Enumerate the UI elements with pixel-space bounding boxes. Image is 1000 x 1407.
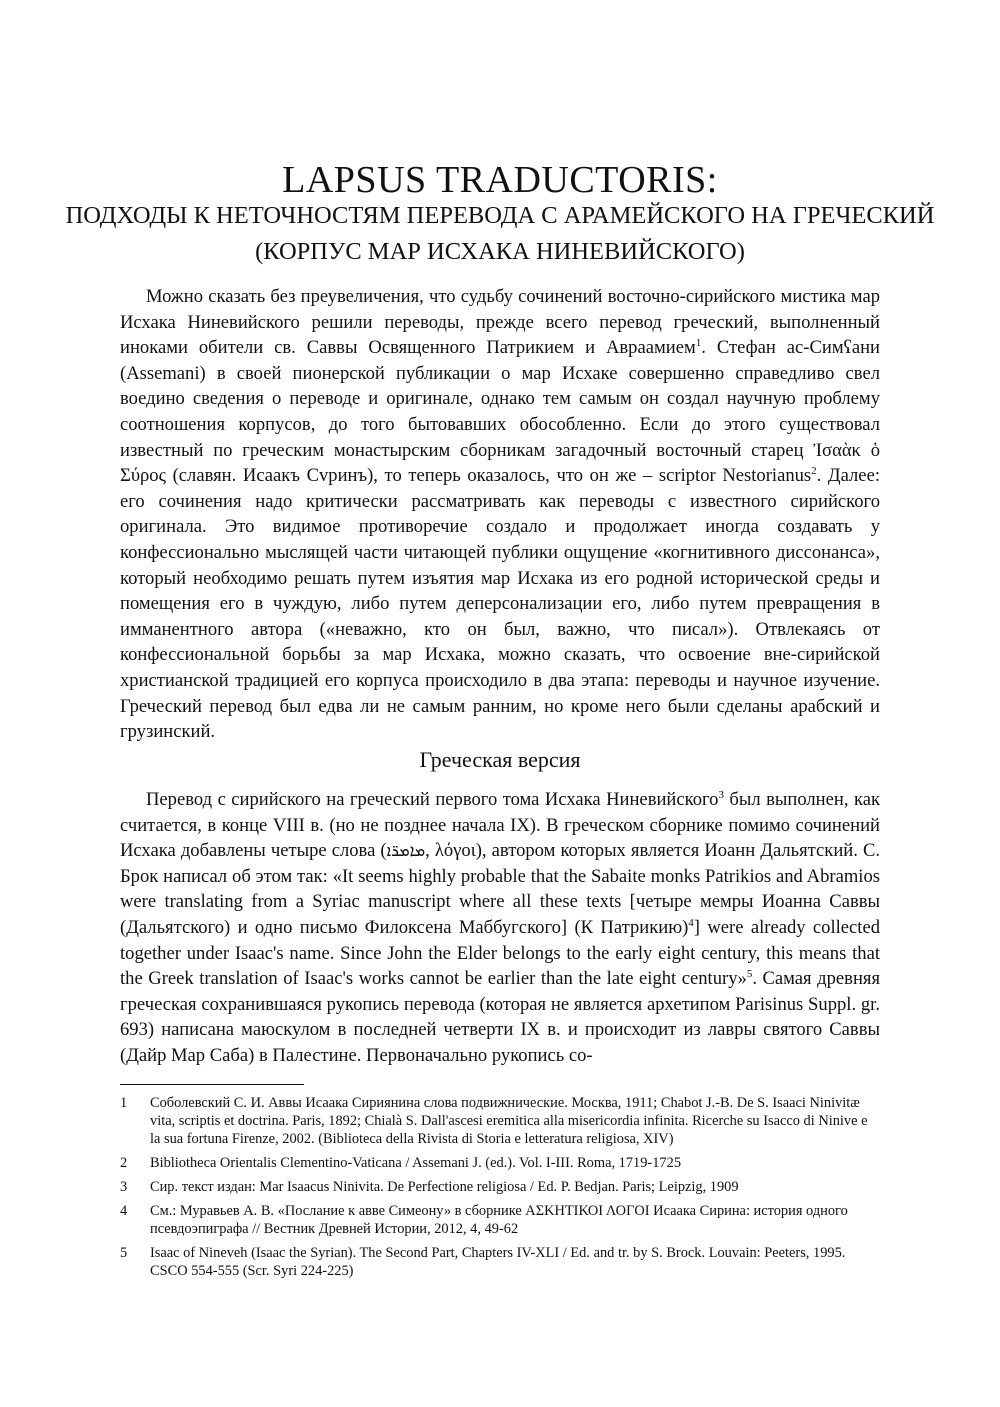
intro-text-1: Можно сказать без преувеличения, что судьбу сочинений восточно-сирийского мистика мар Исхака Ниневийского решили переводы, прежде всего перевод греческий, выполненный иноками обители св. Саввы Освященного Патрикием и Авраамием [120,286,880,359]
footnote-number: 1 [120,1095,128,1111]
article-subtitle-line-2: (КОРПУС МАР ИСХАКА НИНЕВИЙСКОГО) [255,238,745,265]
intro-block [120,284,880,745]
footnote-item [120,1244,880,1280]
footnote-ref-5[interactable]: 5 [746,967,753,980]
footnote-item [120,1094,880,1148]
footnote-number: 4 [120,1203,128,1219]
section-paragraph [120,787,880,1069]
intro-text-3: . Далее: его сочинения надо критически рассматривать как переводы с известного сирийского оригинала. Это видимое противоречие создало и продолжает иногда создавать у конфессионально мыслящей части читающей публики ощущение «когнитивного диссонанса», который необходимо решать путем изъятия мар Исхака из его родной исторической среды и помещения его в чуждую, либо путем деперсонализации его, либо путем превращения в имманентного автора («неважно, кто он был, важно, что писал»). Отвлекаясь от конфессиональной борьбы за мар Исхака, можно сказать, что освоение вне-сирийской христианской традицией его корпуса происходило в два этапа: переводы и научное изучение. Греческий перевод был едва ли не самым ранним, но кроме него были сделаны арабский и грузинский. [120,465,880,743]
footnote-divider [120,1084,304,1085]
footnote-ref-3[interactable]: 3 [718,788,724,801]
section-block [120,787,880,1069]
footnote-item [120,1154,880,1172]
article-title: LAPSUS TRADUCTORIS: [282,159,718,201]
footnote-ref-4[interactable]: 4 [688,916,694,929]
footnotes-list [120,1094,880,1286]
footnote-text: Isaac of Nineveh (Isaac the Syrian). The Second Part, Chapters IV-XLI / Ed. and tr. by S. Brock. Louvain: Peeters, 1995. CSCO 554-555 (Scr. Syri 224-225) [150,1245,846,1279]
footnote-number: 2 [120,1155,128,1171]
footnote-ref-2[interactable]: 2 [811,464,817,477]
footnote-item [120,1178,880,1196]
section-text-1: Перевод с сирийского на греческий первого тома Исхака Ниневийского [146,789,719,810]
footnote-text: См.: Муравьев А. В. «Послание к авве Симеону» в сборнике ΑΣΚΗΤΙΚΟΙ ΛΟΓΟΙ Исаака Сирина: история одного псевдоэпиграфа // Вестник Древней Истории, 2012, 4, 49-62 [150,1203,848,1237]
section-text-2: был выполнен, как считается, в конце VIII в. (но не позднее начала IX). В греческом сборнике помимо сочинений Исхака добавлены четыре слова ( [120,789,880,862]
section-text-3: , λόγοι), автором которых является Иоанн Дальятский. С. Брок написал об этом так: «It seems highly probable that the Sabaite monks Patrikios and Abramios were translating from a Syriac manuscript where all these texts [четыре мемры Иоанна Саввы (Дальятского) и одно письмо Филоксена Маббугского] (К Патрикию) [120,840,880,938]
footnote-text: Сир. текст издан: Mar Isaacus Ninivita. De Perfectione religiosa / Ed. P. Bedjan. Paris; Leipzig, 1909 [150,1179,739,1195]
intro-paragraph [120,284,880,745]
section-text-4: ] were already collected together under Isaac's name. Since John the Elder belongs to the early eight century, this means that the Greek translation of Isaac's works cannot be earlier than the late eight century» [120,916,881,990]
article-subtitle-line-1: ПОДХОДЫ К НЕТОЧНОСТЯМ ПЕРЕВОДА С АРАМЕЙСКОГО НА ГРЕЧЕСКИЙ [65,202,935,229]
intro-text-2: . Стефан ас-Симʕани (Assemani) в своей пионерской публикации о мар Исхаке совершенно справедливо свел воедино сведения о переводе и оригинале, однако тем самым он создал научную проблему соотношения корпусов, до того бытовавших обособленно. Если до этого существовал известный по греческим монастырским сборникам загадочный восточный старец Ἰσαὰκ ὁ Σύρος (славян. Исаакъ Сvринъ), то теперь оказалось, что он же – scriptor Nestorianus [120,337,881,487]
footnote-ref-1[interactable]: 1 [695,337,702,349]
footnote-number: 5 [120,1245,128,1261]
footnote-item [120,1202,880,1238]
footnote-number: 3 [120,1179,128,1195]
section-heading: Греческая версия [419,747,581,772]
footnote-text: Bibliotheca Orientalis Clementino-Vaticana / Assemani J. (ed.). Vol. I-III. Roma, 1719-1725 [150,1155,682,1171]
syriac-word: ܡܐܡܪ̈ܐ [386,841,426,861]
footnote-text: Соболевский С. И. Аввы Исаака Сириянина слова подвижнические. Москва, 1911; Chabot J.-B. De S. Isaaci Ninivitæ vita, scriptis et doctrina. Paris, 1892; Chialà S. Dall'ascesi eremitica alla misericordia infinita. Ricerche su Isacco di Ninive e la sua fortuna Firenze, 2002. (Biblioteca della Rivista di Storia e letteratura religiosa, XIV) [150,1095,868,1147]
section-text-5: . Самая древняя греческая сохранившаяся рукопись перевода (которая не является архетипом Parisinus Suppl. gr. 693) написана маюскулом в последней четверти IX в. и происходит из лавры святого Саввы (Дайр Мар Саба) в Палестине. Первоначально рукопись со- [120,968,880,1066]
